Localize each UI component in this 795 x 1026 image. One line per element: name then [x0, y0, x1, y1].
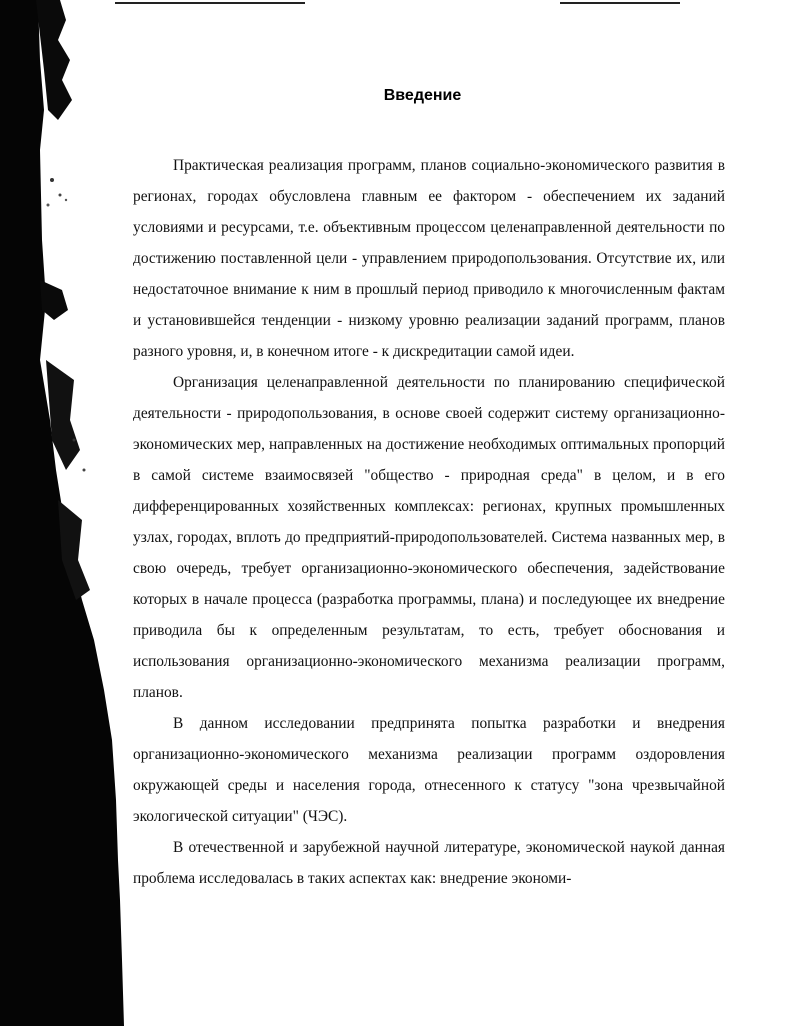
- paragraph-4: В отечественной и зарубежной научной литературе, экономической наукой данная проблема исследовалась в таких аспектах как: внедрение экономи-: [133, 839, 725, 887]
- paragraph-3: В данном исследовании предпринята попытка разработки и внедрения организационно-экономического механизма реализации программ оздоровления окружающей среды и населения города, отнесенного к статусу "зона чрезвычайной экологической ситуации" (ЧЭС).: [133, 715, 725, 825]
- top-rule-right: [560, 2, 680, 4]
- page-title: Введение: [383, 87, 462, 104]
- paragraph-2: Организация целенаправленной деятельности по планированию специфической деятельности - природопользования, в основе своей содержит систему организационно-экономических мер, направленных на достижение необходимых оптимальных пропорций в самой системе взаимосвязей "общество - природная среда" в целом, и в его дифференцированных хозяйственных комплексах: регионах, крупных промышленных узлах, городах, вплоть до предприятий-природопользователей. Система названных мер, в свою очередь, требует организационно-экономического обеспечения, задействование которых в начале процесса (разработка программы, плана) и последующее их внедрение приводила бы к определенным результатам, то есть, требует обоснования и использования организационно-экономического механизма реализации программ, планов.: [133, 374, 725, 701]
- top-rule-left: [115, 2, 305, 4]
- paragraph-1: Практическая реализация программ, планов социально-экономического развития в регионах, городах обусловлена главным ее фактором - обеспечением их заданий условиями и ресурсами, т.е. объективным процессом целенаправленной деятельности по достижению поставленной цели - управлением природопользования. Отсутствие их, или недостаточное внимание к ним в прошлый период приводило к многочисленным фактам и установившейся тенденции - низкому уровню реализации заданий программ, планов разного уровня, и, в конечном итоге - к дискредитации самой идеи.: [133, 157, 725, 360]
- scan-shadow-edge: [0, 0, 130, 1026]
- document-body: [133, 150, 725, 894]
